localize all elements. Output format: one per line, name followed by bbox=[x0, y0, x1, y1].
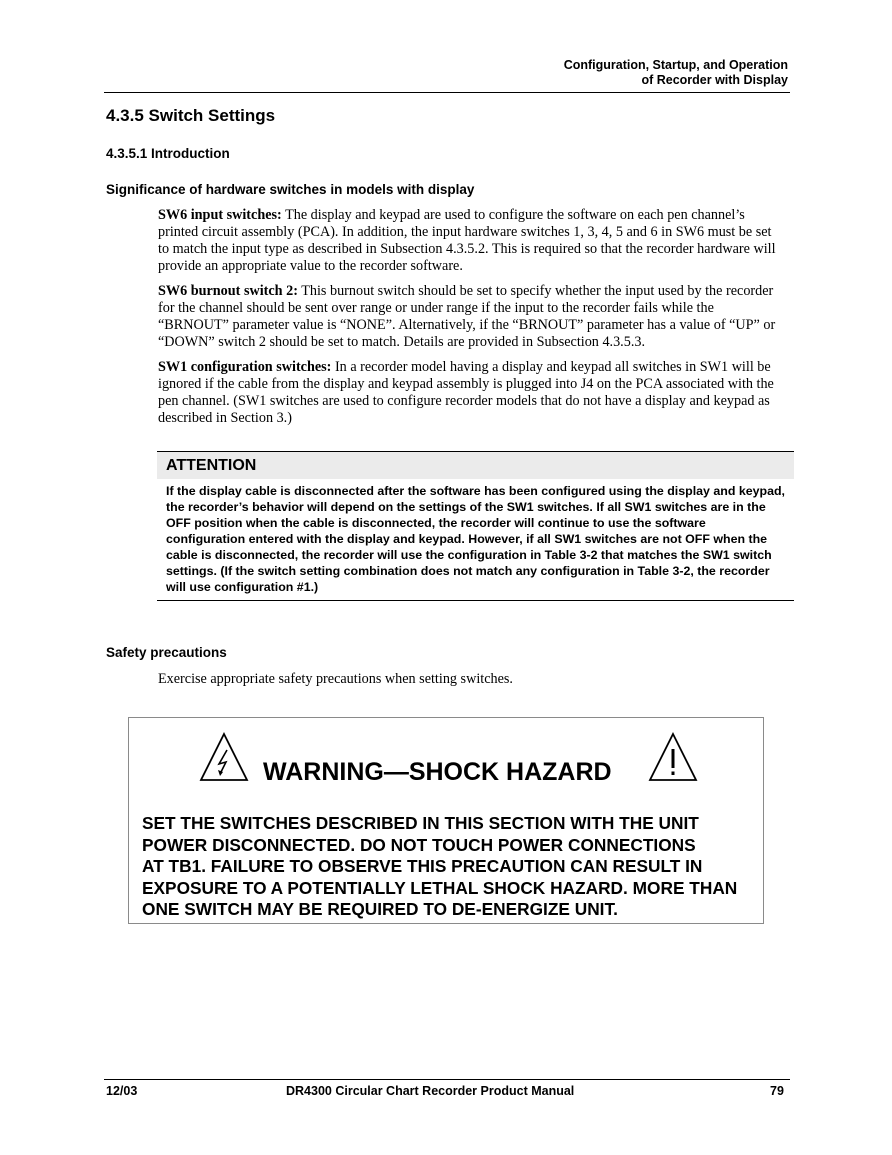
footer-rule bbox=[104, 1079, 790, 1080]
paragraph-sw6-input bbox=[158, 207, 784, 275]
warning-title-row bbox=[129, 732, 763, 788]
header-rule bbox=[104, 92, 790, 93]
warning-text bbox=[142, 813, 762, 921]
attention-box bbox=[157, 451, 794, 601]
warning-line-4: EXPOSURE TO A POTENTIALLY LETHAL SHOCK HAZARD. MORE THAN bbox=[142, 877, 738, 898]
subsection-title: 4.3.5.1 Introduction bbox=[106, 146, 230, 161]
significance-heading: Significance of hardware switches in models with display bbox=[106, 182, 475, 197]
safety-text: Exercise appropriate safety precautions when setting switches. bbox=[158, 671, 513, 687]
paragraph-sw1-config bbox=[158, 359, 784, 427]
footer-page-number: 79 bbox=[770, 1084, 784, 1098]
significance-body bbox=[158, 207, 784, 435]
attention-title: ATTENTION bbox=[157, 452, 794, 479]
attention-text: If the display cable is disconnected after the software has been configured using the display and keypad, the recorder’s behavior will depend on the settings of the SW1 switches. If all SW1 switches are in the OFF position when the cable is disconnected, the recorder will continue to use the software configuration entered with the display and keypad. However, if all SW1 switches are not OFF when the cable is disconnected, the recorder will use the configuration in Table 3-2 that matches the SW1 switch settings. (If the switch setting combination does not match any configuration in Table 3-2, the recorder will use configuration #1.) bbox=[166, 484, 785, 594]
warning-line-5: ONE SWITCH MAY BE REQUIRED TO DE-ENERGIZE UNIT. bbox=[142, 899, 618, 919]
running-header bbox=[564, 58, 788, 88]
paragraph-sw6-burnout bbox=[158, 283, 784, 351]
term-sw6-input: SW6 input switches: bbox=[158, 207, 282, 223]
footer-date: 12/03 bbox=[106, 1084, 138, 1098]
text-sw6-burnout: This burnout switch should be set to specify whether the input used by the recorder for the channel should be sent over range or under range if the input to the recorder fails while the “BRNOUT” parameter value is “NONE”. Alternatively, if the “BRNOUT” parameter has a value of “UP” or “DOWN” switch 2 should be set to match. Details are provided in Subsection 4.3.5.3. bbox=[158, 283, 776, 350]
text-sw1-config: In a recorder model having a display and keypad all switches in SW1 will be ignored if the cable from the display and keypad assembly is plugged into J4 on the PCA associated with the pen channel. (SW1 switches are used to configure recorder models that do not have a display and keypad as described in Section 3.) bbox=[158, 359, 774, 426]
warning-line-2: POWER DISCONNECTED. DO NOT TOUCH POWER CONNECTIONS bbox=[142, 834, 696, 855]
warning-title: WARNING—SHOCK HAZARD bbox=[263, 758, 612, 786]
term-sw1-config: SW1 configuration switches: bbox=[158, 359, 332, 375]
warning-line-3: AT TB1. FAILURE TO OBSERVE THIS PRECAUTION CAN RESULT IN bbox=[142, 856, 703, 876]
warning-line-1: SET THE SWITCHES DESCRIBED IN THIS SECTION WITH THE UNIT bbox=[142, 813, 699, 833]
term-sw6-burnout: SW6 burnout switch 2: bbox=[158, 283, 298, 299]
footer-title: DR4300 Circular Chart Recorder Product Manual bbox=[286, 1084, 575, 1098]
section-title: 4.3.5 Switch Settings bbox=[106, 106, 276, 125]
exclamation-warning-icon bbox=[648, 732, 698, 787]
text-sw6-input: The display and keypad are used to configure the software on each pen channel’s printed circuit assembly (PCA). In addition, the input hardware switches 1, 3, 4, 5 and 6 in SW6 must be set to match the input type as described in Subsection 4.3.5.2. This is required so that the recorder hardware will provide an appropriate value to the recorder software. bbox=[158, 207, 776, 274]
shock-hazard-icon bbox=[199, 732, 249, 787]
header-line-1: Configuration, Startup, and Operation bbox=[563, 58, 788, 72]
warning-box bbox=[128, 717, 764, 924]
header-line-2: of Recorder with Display bbox=[641, 73, 788, 87]
safety-heading: Safety precautions bbox=[106, 645, 227, 660]
